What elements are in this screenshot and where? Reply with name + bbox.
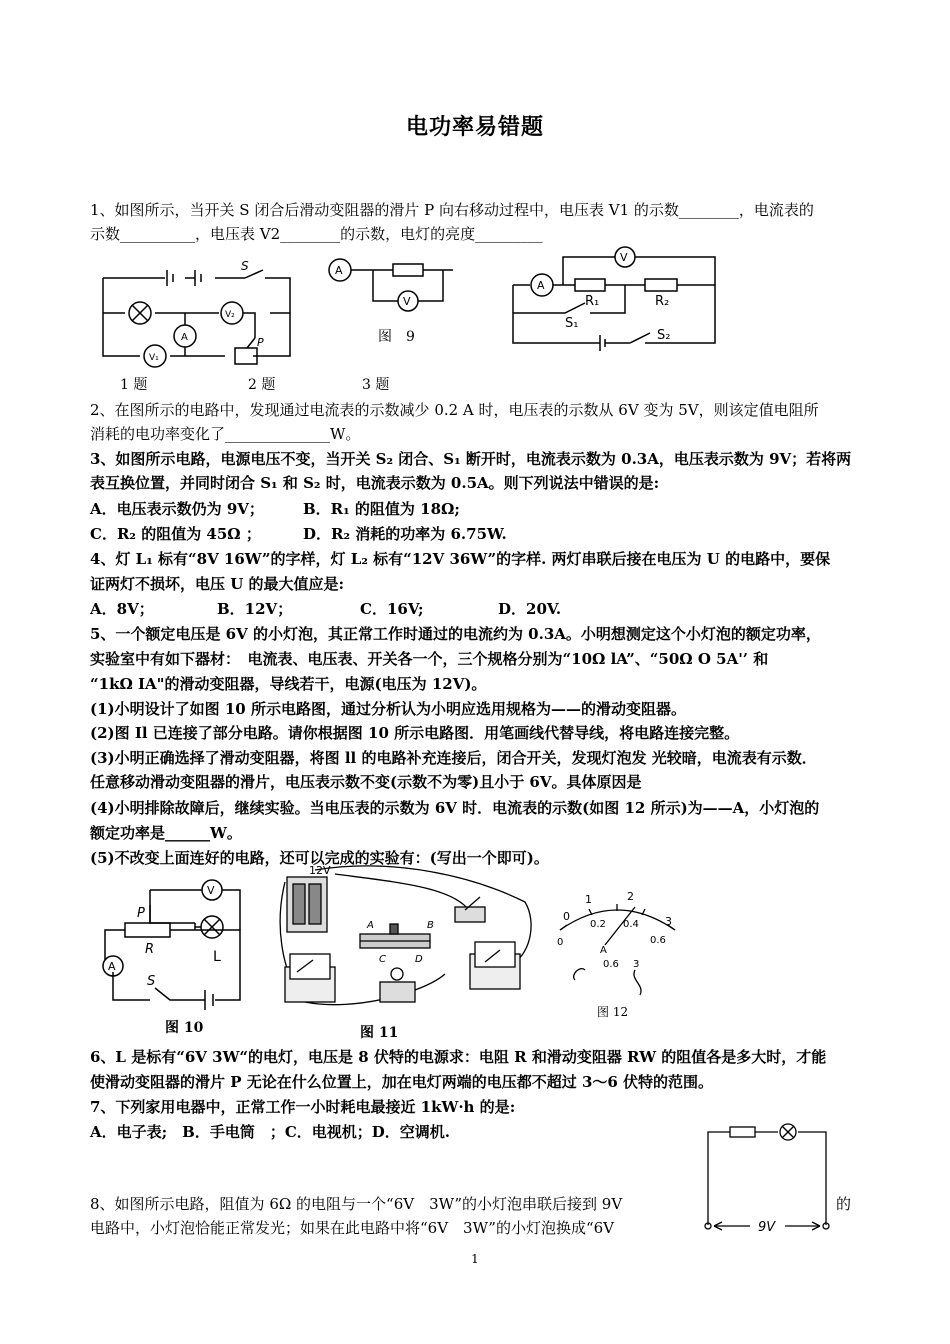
- fig-label-1: 1 题: [120, 377, 148, 393]
- q5-sub4a: (4)小明排除故障后，继续实验。当电压表的示数为 6V 时．电流表的示数(如图 12 所示)为——A，小灯泡的: [90, 799, 820, 817]
- q3-option-d: D．R₂ 消耗的功率为 6.75W.: [303, 525, 507, 543]
- voltmeter-label-2: V: [403, 295, 411, 308]
- label-terminal-d: D: [415, 954, 423, 965]
- fig11-caption: 图 11: [360, 1025, 399, 1041]
- q3-line1: 3、如图所示电路，电源电压不变，当开关 S₂ 闭合、S₁ 断开时，电流表示数为 0.3A，电压表示数为 9V；若将两: [90, 450, 852, 468]
- q8-line1-end: 的: [836, 1195, 852, 1213]
- label-r-fig10: R: [145, 942, 155, 957]
- q1-line2: 示数__________，电压表 V2________的示数，电灯的亮度_________: [90, 225, 543, 243]
- label-r1: R₁: [585, 294, 600, 309]
- q7-line1: 7、下列家用电器中，正常工作一小时耗电最接近 1kW·h 的是:: [90, 1098, 516, 1116]
- circuit-figure-2: [318, 256, 458, 316]
- q3-option-a: A．电压表示数仍为 9V；: [90, 500, 264, 518]
- voltmeter-v1-label: V₁: [149, 353, 159, 363]
- label-s2: S₂: [657, 328, 671, 343]
- q3-option-b: B．R₁ 的阻值为 18Ω;: [303, 500, 460, 518]
- q2-line1: 2、在图所示的电路中，发现通过电流表的示数减少 0.2 A 时，电压表的示数从 6V 变为 5V，则该定值电阻所: [90, 401, 819, 419]
- label-r2: R₂: [655, 294, 670, 309]
- q4-line2: 证两灯不损坏，电压 U 的最大值应是:: [90, 575, 345, 593]
- figure-11-apparatus: [275, 862, 540, 1022]
- fig12-caption: 图 12: [597, 1005, 629, 1019]
- q2-line2: 消耗的电功率变化了______________W。: [90, 425, 361, 443]
- circuit-figure-1: [95, 258, 295, 373]
- q5-sub4b: 额定功率是______W。: [90, 824, 242, 842]
- label-p: P: [257, 336, 264, 349]
- label-12v: 12V: [309, 864, 331, 877]
- q5-line1: 5、一个额定电压是 6V 的小灯泡，其正常工作时通过的电流约为 0.3A。小明想测定这个小灯泡的额定功率，: [90, 625, 821, 643]
- ammeter-label-2: A: [335, 264, 343, 277]
- dial-unit-a: A: [600, 945, 607, 956]
- dial-mark-1: 1: [585, 893, 592, 906]
- voltmeter-label-fig10: V: [207, 884, 215, 897]
- q5-line3: “1kΩ IA"的滑动变阻器，导线若干，电源(电压为 12V)。: [90, 675, 487, 693]
- figure-12-ammeter-dial: [545, 885, 690, 1000]
- dial-mark-02: 0.2: [590, 919, 606, 930]
- label-terminal-b: B: [427, 920, 434, 931]
- ammeter-label-3: A: [537, 279, 545, 292]
- dial-mark-04: 0.4: [623, 919, 639, 930]
- q8-line1: 8、如图所示电路，阻值为 6Ω 的电阻与一个“6V 3W”的小灯泡串联后接到 9V: [90, 1195, 623, 1213]
- dial-mark-0b: 0: [557, 937, 564, 948]
- fig9-caption: 图 9: [378, 329, 415, 345]
- voltmeter-v2-label: V₂: [225, 310, 235, 320]
- q5-sub2: (2)图 Il 已连接了部分电路。请你根据图 10 所示电路图．用笔画线代替导线，将电路连接完整。: [90, 724, 740, 742]
- ammeter-label-fig10: A: [108, 960, 116, 973]
- fig10-caption: 图 10: [165, 1020, 204, 1036]
- voltmeter-label-3: V: [620, 251, 628, 264]
- label-s1: S₁: [565, 316, 579, 331]
- label-p-fig10: P: [137, 906, 145, 921]
- q5-sub1: (1)小明设计了如图 10 所示电路图，通过分析认为小明应选用规格为——的滑动变阻器。: [90, 700, 686, 718]
- page-number: 1: [471, 1252, 479, 1266]
- page-title: 电功率易错题: [405, 114, 544, 140]
- q3-option-c: C．R₂ 的阻值为 45Ω ；: [90, 525, 261, 543]
- q4-option-b: B．12V；: [217, 600, 293, 618]
- q3-line2: 表互换位置，并同时闭合 S₁ 和 S₂ 时，电流表示数为 0.5A。则下列说法中错误的是:: [90, 474, 660, 492]
- q5-sub3a: (3)小明正确选择了滑动变阻器，将图 ll 的电路补充连接后，闭合开关，发现灯泡发 光较暗，电流表有示数．: [90, 749, 817, 767]
- dial-mark-06: 0.6: [650, 935, 666, 946]
- ammeter-label: A: [181, 332, 188, 343]
- dial-mark-0: 0: [563, 910, 570, 923]
- q4-option-a: A．8V；: [90, 600, 154, 618]
- fig-label-2: 2 题: [248, 377, 276, 393]
- label-terminal-c: C: [379, 954, 386, 965]
- q8-voltage-label: 9V: [758, 1220, 776, 1235]
- label-l-fig10: L: [213, 949, 221, 965]
- figure-10-circuit: [95, 875, 255, 1015]
- q8-circuit-figure: [700, 1120, 835, 1235]
- dial-mark-2: 2: [627, 890, 634, 903]
- q4-option-c: C．16V;: [360, 600, 424, 618]
- q6-line1: 6、L 是标有“6V 3W“的电灯，电压是 8 伏特的电源求：电阻 R 和滑动变阻器 RW 的阻值各是多大时，才能: [90, 1048, 827, 1066]
- q6-line2: 使滑动变阻器的滑片 P 无论在什么位置上，加在电灯两端的电压都不超过 3～6 伏特的范围。: [90, 1073, 714, 1091]
- q5-line2: 实验室中有如下器材： 电流表、电压表、开关各一个，三个规格分别为“10Ω lA”、“50Ω O 5A'’ 和: [90, 650, 769, 668]
- q5-sub5: (5)不改变上面连好的电路，还可以完成的实验有：(写出一个即可)。: [90, 849, 549, 867]
- q1-line1: 1、如图所示，当开关 S 闭合后滑动变阻器的滑片 P 向右移动过程中，电压表 V1 的示数________，电流表的: [90, 201, 814, 219]
- label-s-fig10: S: [147, 974, 156, 989]
- q4-option-d: D．20V.: [498, 600, 562, 618]
- fig-label-3: 3 题: [362, 377, 390, 393]
- terminal-06: 0.6: [603, 959, 619, 970]
- q7-options: A．电子表; B．手电筒 ；C．电视机；D．空调机.: [90, 1123, 451, 1141]
- q8-line2: 电路中，小灯泡恰能正常发光；如果在此电路中将“6V 3W”的小灯泡换成“6V: [90, 1219, 614, 1237]
- terminal-3: 3: [633, 959, 640, 970]
- label-s: S: [241, 259, 249, 273]
- circuit-figure-3: [505, 243, 725, 358]
- q5-sub3b: 任意移动滑动变阻器的滑片，电压表示数不变(示数不为零)且小于 6V。具体原因是: [90, 773, 642, 791]
- label-terminal-a: A: [367, 920, 374, 931]
- dial-mark-3: 3: [665, 915, 672, 928]
- q4-line1: 4、灯 L₁ 标有“8V 16W”的字样，灯 L₂ 标有“12V 36W”的字样. 两灯串联后接在电压为 U 的电路中，要保: [90, 550, 831, 568]
